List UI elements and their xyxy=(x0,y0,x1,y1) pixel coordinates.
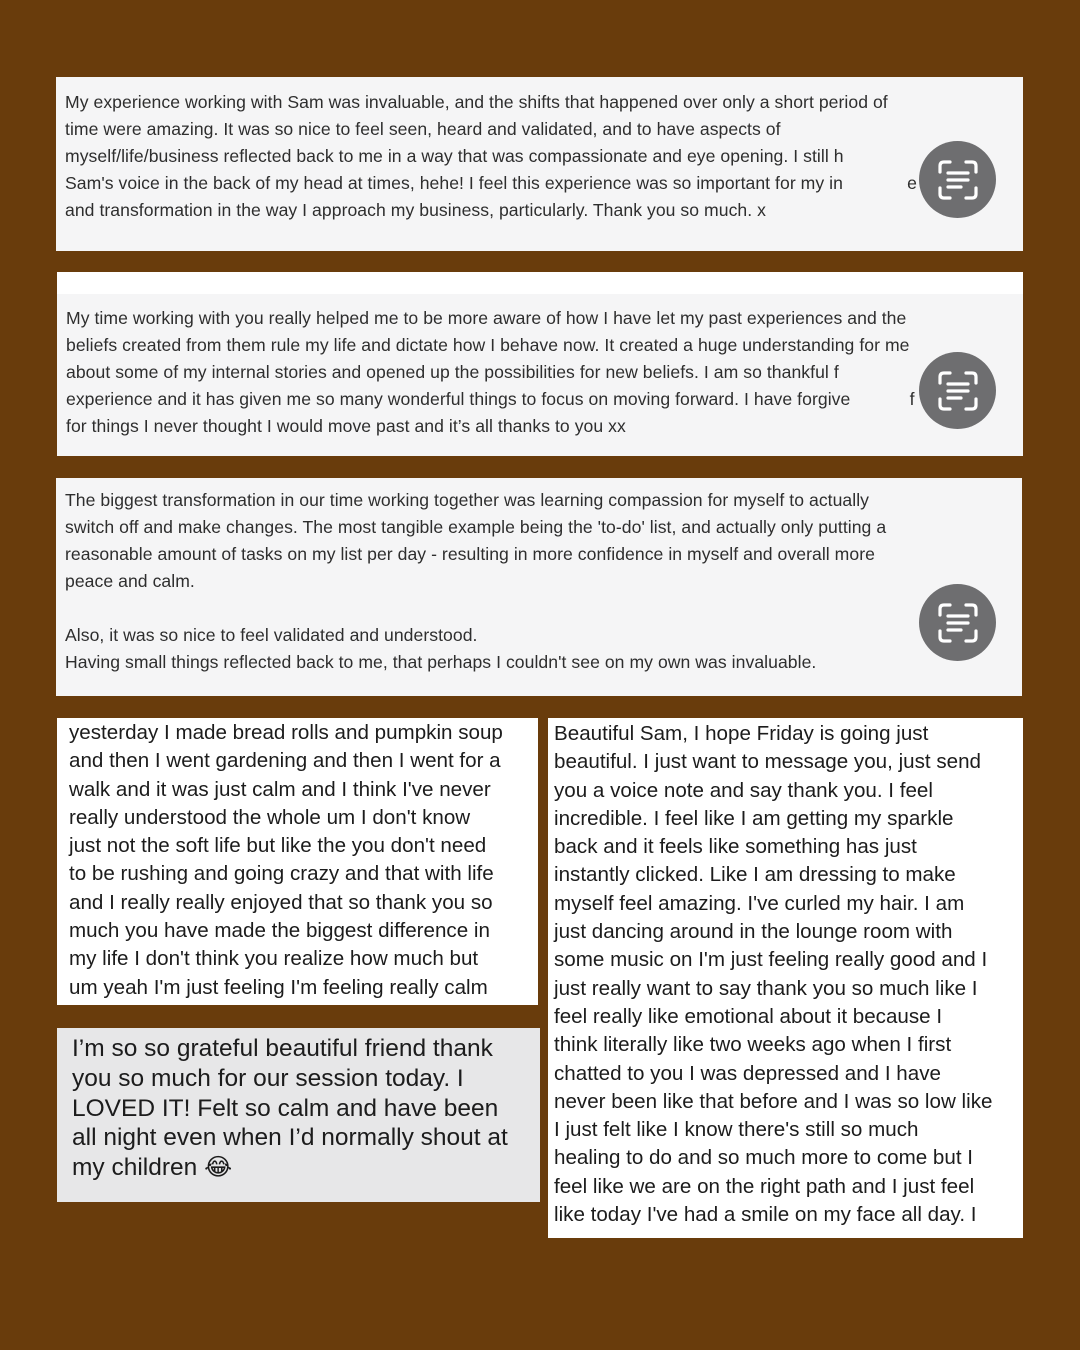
transcript-line: and then I went gardening and then I went for a xyxy=(69,749,501,773)
transcript-line: healing to do and so much more to come but I xyxy=(554,1146,973,1170)
review-card-3 xyxy=(56,478,1022,696)
transcript-line: back and it feels like something has just xyxy=(554,835,917,859)
transcript-line: think literally like two weeks ago when I first xyxy=(554,1033,952,1057)
review-line: reasonable amount of tasks on my list per day - resulting in more confidence in myself and overall more xyxy=(65,544,875,564)
transcript-text xyxy=(69,719,538,1002)
transcript-line: I just felt like I know there's still so much xyxy=(554,1118,919,1142)
review-line: peace and calm. xyxy=(65,571,195,591)
message-line xyxy=(72,1153,537,1183)
message-line: you so much for our session today. I xyxy=(72,1064,464,1092)
transcript-line: beautiful. I just want to message you, just send xyxy=(554,750,981,774)
transcript-line: my life I don't think you realize how much but xyxy=(69,947,479,971)
transcript-line: just not the soft life but like the you don't need xyxy=(69,834,487,858)
transcript-line: chatted to you I was depressed and I have xyxy=(554,1061,941,1085)
scan-text-icon xyxy=(935,368,981,414)
transcript-line: feel really like emotional about it because I xyxy=(554,1004,943,1028)
review-line: My time working with you really helped me to be more aware of how I have let my past experiences and the xyxy=(66,308,907,328)
message-line-text: my children xyxy=(72,1154,198,1182)
review-card-1 xyxy=(56,77,1023,251)
transcript-line: just really want to say thank you so much like I xyxy=(554,976,978,1000)
message-line: I’m so so grateful beautiful friend thank xyxy=(72,1035,493,1062)
transcript-line: like today I've had a smile on my face all day. I xyxy=(554,1203,977,1227)
review-line: beliefs created from them rule my life and dictate how I behave now. It created a huge understanding for me xyxy=(66,335,910,355)
message-line: LOVED IT! Felt so calm and have been xyxy=(72,1094,499,1122)
voice-note-transcript-left xyxy=(57,718,538,1005)
transcript-line: myself feel amazing. I've curled my hair. I am xyxy=(554,891,965,915)
transcript-line: yesterday I made bread rolls and pumpkin soup xyxy=(69,721,503,744)
transcript-line: never been like that before and I was so low like xyxy=(554,1089,993,1113)
card-top-strip xyxy=(57,272,1023,294)
review-line: Having small things reflected back to me, that perhaps I couldn't see on my own was invaluable. xyxy=(65,652,817,672)
review-line: myself/life/business reflected back to me in a way that was compassionate and eye opening. I still h xyxy=(65,146,844,166)
transcript-line: you a voice note and say thank you. I feel xyxy=(554,778,933,802)
transcript-line: to be rushing and going crazy and that with life xyxy=(69,862,494,886)
message-text xyxy=(72,1034,537,1183)
review-line: Also, it was so nice to feel validated and understood. xyxy=(65,625,478,645)
review-line: for things I never thought I would move past and it’s all thanks to you xx xyxy=(66,416,626,436)
review-card-2 xyxy=(57,272,1023,456)
message-bubble xyxy=(57,1028,540,1202)
review-text-3 xyxy=(65,487,1015,676)
scan-text-button[interactable] xyxy=(919,141,996,218)
transcript-text xyxy=(554,720,1023,1229)
laughing-emoji-icon: 😂 xyxy=(204,1153,233,1182)
review-line: and transformation in the way I approach my business, particularly. Thank you so much. x xyxy=(65,200,766,220)
scan-text-button[interactable] xyxy=(919,584,996,661)
review-line: My experience working with Sam was invaluable, and the shifts that happened over only a short period of xyxy=(65,92,888,112)
review-text-2 xyxy=(66,305,1016,440)
review-line: switch off and make changes. The most tangible example being the 'to-do' list, and actually only putting a xyxy=(65,517,887,537)
transcript-line: much you have made the biggest difference in xyxy=(69,919,490,943)
scan-text-button[interactable] xyxy=(919,352,996,429)
review-line: Sam's voice in the back of my head at times, hehe! I feel this experience was so important for my in e xyxy=(65,173,917,193)
transcript-line: Beautiful Sam, I hope Friday is going just xyxy=(554,722,929,745)
scan-text-icon xyxy=(935,600,981,646)
review-text-1 xyxy=(65,89,1015,224)
transcript-line: just dancing around in the lounge room with xyxy=(554,920,953,944)
transcript-line: instantly clicked. Like I am dressing to make xyxy=(554,863,956,887)
transcript-line: walk and it was just calm and I think I've never xyxy=(69,777,491,801)
review-line: about some of my internal stories and opened up the possibilities for new beliefs. I am so thankful f xyxy=(66,362,839,382)
message-line: all night even when I’d normally shout at xyxy=(72,1124,508,1152)
review-line xyxy=(65,595,1015,622)
transcript-line: feel like we are on the right path and I just feel xyxy=(554,1174,975,1198)
review-line: experience and it has given me so many wonderful things to focus on moving forward. I have forgive f xyxy=(66,389,915,409)
review-line: The biggest transformation in our time working together was learning compassion for myself to actually xyxy=(65,490,870,510)
voice-note-transcript-right xyxy=(548,718,1023,1238)
scan-text-icon xyxy=(935,157,981,203)
transcript-line: some music on I'm just feeling really good and I xyxy=(554,948,988,972)
transcript-line: incredible. I feel like I am getting my sparkle xyxy=(554,806,954,830)
review-line: time were amazing. It was so nice to feel seen, heard and validated, and to have aspects of xyxy=(65,119,781,139)
transcript-line: um yeah I'm just feeling I'm feeling really calm xyxy=(69,975,488,999)
transcript-line: and I really really enjoyed that so thank you so xyxy=(69,890,493,914)
transcript-line: really understood the whole um I don't know xyxy=(69,805,471,829)
